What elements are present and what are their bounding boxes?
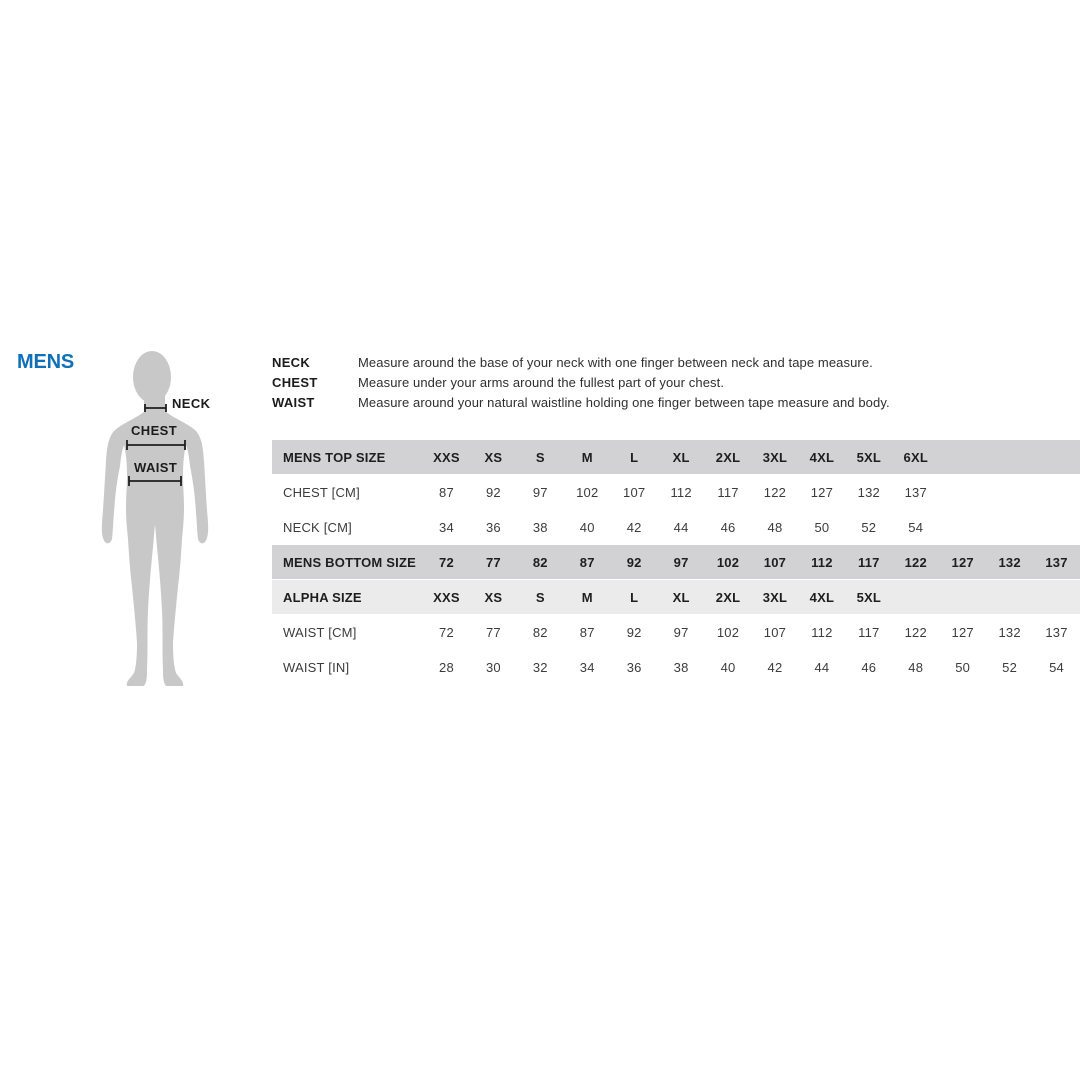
table-cell: 102 [716,554,740,570]
table-row-waist-in [272,650,1080,685]
table-cell: 50 [955,660,971,675]
table-cell: 117 [717,485,739,500]
size-table [272,440,1080,685]
table-cell: 5XL [856,589,882,605]
table-cell: 38 [673,660,689,675]
table-cell: 6XL [903,449,928,465]
table-cell: 132 [998,625,1021,640]
table-cell: 2XL [715,449,741,465]
table-cell: L [630,449,639,465]
row-label: MENS TOP SIZE [283,449,386,465]
table-cell: 34 [579,660,595,675]
table-cell: 30 [485,660,501,675]
figure-waist-label: WAIST [134,460,178,475]
table-cell: 36 [626,660,642,675]
table-cell: XS [484,449,503,465]
table-cell: 107 [763,625,787,640]
table-cell: 107 [623,485,646,500]
table-cell: XS [484,589,503,605]
row-label: CHEST [CM] [283,485,360,500]
instruction-text: Measure under your arms around the fullest part of your chest. [358,374,725,390]
table-cell: 112 [811,625,833,640]
row-label: MENS BOTTOM SIZE [283,554,416,570]
table-cell: 54 [908,520,924,535]
table-cell: 42 [626,520,642,535]
instruction-row-waist [272,392,992,412]
table-cell: 92 [485,485,501,500]
row-label: WAIST [CM] [283,625,357,640]
table-cell: 77 [485,554,501,570]
table-cell: 40 [579,520,595,535]
table-cell: 97 [673,554,689,570]
instruction-text: Measure around the base of your neck with one finger between neck and tape measure. [358,354,873,370]
table-cell: XL [672,589,690,605]
table-cell: 112 [670,485,692,500]
male-silhouette-illustration [95,335,215,695]
table-cell: 97 [532,485,548,500]
row-label: ALPHA SIZE [283,589,362,605]
table-row-neck-cm [272,510,1080,545]
table-cell: 5XL [856,449,882,465]
table-cell: 102 [576,485,599,500]
table-cell: 122 [904,554,927,570]
table-cell: 38 [532,520,548,535]
table-cell: 32 [532,660,548,675]
table-cell: L [630,589,639,605]
page-title: MENS [17,351,74,373]
table-cell: 2XL [715,589,741,605]
table-row-chest-cm [272,475,1080,510]
table-cell: 137 [904,485,927,500]
table-row-waist-cm [272,615,1080,650]
instruction-row-neck [272,352,992,372]
table-cell: 117 [858,554,880,570]
table-cell: XL [672,449,690,465]
table-cell: 77 [485,625,501,640]
table-cell: 137 [1045,625,1068,640]
table-cell: 3XL [762,449,788,465]
table-cell: 127 [951,554,974,570]
table-cell: 82 [532,554,548,570]
table-cell: XXS [433,449,460,465]
table-cell: 52 [861,520,877,535]
table-cell: 72 [439,625,454,640]
table-cell: 97 [673,625,689,640]
table-cell: S [535,449,545,465]
table-cell: 34 [439,520,454,535]
table-cell: 46 [720,520,736,535]
table-cell: 4XL [809,589,835,605]
instruction-label: CHEST [272,374,318,390]
table-cell: 92 [626,554,642,570]
table-row-alpha-size [272,580,1080,615]
table-cell: 132 [998,554,1021,570]
table-cell: 82 [532,625,548,640]
instruction-label: NECK [272,354,311,370]
table-cell: 137 [1045,554,1068,570]
table-cell: 54 [1049,660,1064,675]
silhouette-body [102,411,208,686]
instruction-row-chest [272,372,992,392]
table-cell: 72 [439,554,454,570]
table-cell: 44 [673,520,689,535]
instruction-text: Measure around your natural waistline holding one finger between tape measure and body. [358,394,890,410]
table-row-mens-top-size [272,440,1080,475]
table-cell: 112 [811,554,833,570]
table-cell: 87 [579,554,595,570]
table-cell: 107 [763,554,787,570]
table-cell: 87 [439,485,454,500]
figure-chest-label: CHEST [131,423,178,438]
body-figure [95,335,215,695]
table-cell: 52 [1002,660,1018,675]
table-cell: S [535,589,545,605]
table-cell: 48 [767,520,783,535]
table-cell: 28 [439,660,454,675]
row-label: WAIST [IN] [283,660,350,675]
table-cell: XXS [433,589,460,605]
figure-neck-label: NECK [172,396,211,411]
table-cell: 46 [861,660,877,675]
table-cell: 4XL [809,449,835,465]
table-cell: 48 [908,660,924,675]
measure-instructions [272,352,992,412]
table-cell: M [581,449,593,465]
table-cell: 122 [904,625,927,640]
table-cell: 44 [814,660,830,675]
table-cell: 122 [763,485,787,500]
table-cell: 3XL [762,589,788,605]
table-cell: 127 [810,485,834,500]
table-cell: 50 [814,520,830,535]
table-cell: M [581,589,593,605]
table-cell: 36 [485,520,501,535]
table-row-mens-bottom-size [272,545,1080,580]
table-cell: 92 [626,625,642,640]
table-cell: 40 [720,660,736,675]
table-cell: 117 [858,625,880,640]
instruction-label: WAIST [272,394,315,410]
row-label: NECK [CM] [283,520,352,535]
table-cell: 42 [767,660,783,675]
table-cell: 102 [716,625,740,640]
table-cell: 132 [857,485,880,500]
table-cell: 127 [951,625,974,640]
table-cell: 87 [579,625,595,640]
